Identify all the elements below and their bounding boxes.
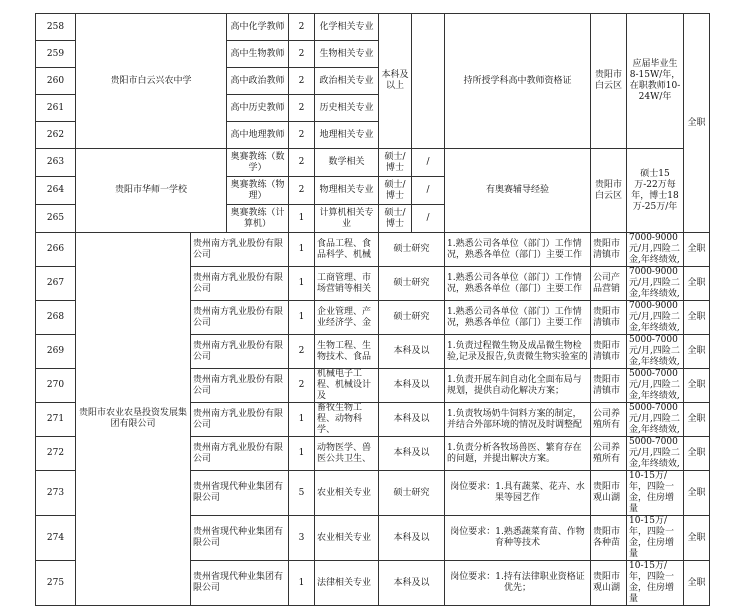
education-requirement: 硕士研究 (379, 471, 445, 516)
employer-name: 贵州省现代种业集团有限公司 (191, 516, 289, 561)
table-row (36, 14, 710, 41)
other-requirements: 岗位要求：1.熟悉蔬菜育苗、作物育种等技术 (445, 516, 591, 561)
work-location: 贵阳市观山湖 (591, 561, 627, 606)
work-location: 公司养殖所有 (591, 403, 627, 437)
work-location: 贵阳市白云区 (591, 149, 627, 233)
headcount: 1 (289, 233, 315, 267)
row-number: 263 (36, 149, 76, 177)
position-name: 高中化学教师 (227, 14, 289, 41)
row-number: 272 (36, 437, 76, 471)
other-requirements: 1.负责开展车间自动化全面布局与规划，提供自动化解决方案； (445, 369, 591, 403)
employer-name: 贵阳市华师一学校 (76, 149, 227, 233)
major-requirement: 计算机相关专业 (315, 205, 379, 233)
other-requirements: 岗位要求：1.持有法律职业资格证优先； (445, 561, 591, 606)
major-requirement: 农业相关专业 (315, 471, 379, 516)
headcount: 2 (289, 335, 315, 369)
employer-name: 贵州南方乳业股份有限公司 (191, 369, 289, 403)
employment-type: 全职 (684, 403, 710, 437)
employment-type: 全职 (684, 561, 710, 606)
work-location: 公司养殖所有 (591, 437, 627, 471)
position-name: 高中政治教师 (227, 68, 289, 95)
major-requirement: 动物医学、兽医公共卫生、 (315, 437, 379, 471)
salary: 7000-9000元/月,四险二金,年终绩效, (627, 267, 684, 301)
education-requirement: 本科及以 (379, 561, 445, 606)
row-number: 259 (36, 41, 76, 68)
salary: 5000-7000元/月,四险二金,年终绩效, (627, 403, 684, 437)
employment-type: 全职 (684, 14, 710, 233)
major-requirement: 工商管理、市场营销等相关 (315, 267, 379, 301)
row-number: 258 (36, 14, 76, 41)
education-requirement: 本科及以 (379, 369, 445, 403)
education-requirement: 本科及以 (379, 403, 445, 437)
headcount: 3 (289, 516, 315, 561)
employer-name: 贵州南方乳业股份有限公司 (191, 301, 289, 335)
employer-name: 贵阳市白云兴农中学 (76, 14, 227, 149)
headcount: 1 (289, 561, 315, 606)
position-name: 奥赛教练（物理） (227, 177, 289, 205)
education-requirement: 硕士/博士 (379, 177, 412, 205)
position-name: 高中生物教师 (227, 41, 289, 68)
headcount: 5 (289, 471, 315, 516)
education-requirement: 本科及以 (379, 437, 445, 471)
employment-type: 全职 (684, 437, 710, 471)
salary: 7000-9000元/月,四险二金,年终绩效, (627, 301, 684, 335)
row-number: 266 (36, 233, 76, 267)
headcount: 2 (289, 177, 315, 205)
employer-name: 贵州南方乳业股份有限公司 (191, 335, 289, 369)
headcount: 2 (289, 369, 315, 403)
position-name: 奥赛教练（计算机） (227, 205, 289, 233)
row-number: 264 (36, 177, 76, 205)
headcount: 2 (289, 14, 315, 41)
row-number: 271 (36, 403, 76, 437)
row-number: 274 (36, 516, 76, 561)
employment-type: 全职 (684, 471, 710, 516)
row-number: 261 (36, 95, 76, 122)
other-requirements: 1.负责牧场奶牛饲料方案的制定，并结合外部环境的情况及时调整配 (445, 403, 591, 437)
employer-name: 贵州南方乳业股份有限公司 (191, 267, 289, 301)
row-number: 273 (36, 471, 76, 516)
employment-type: 全职 (684, 267, 710, 301)
salary: 5000-7000元/月,四险二金,年终绩效, (627, 369, 684, 403)
education-requirement: 本科及以 (379, 516, 445, 561)
degree-requirement: / (412, 205, 445, 233)
employer-name: 贵州省现代种业集团有限公司 (191, 471, 289, 516)
work-location: 贵阳市各种苗 (591, 516, 627, 561)
major-requirement: 地理相关专业 (315, 122, 379, 149)
major-requirement: 食品工程、食品科学、机械 (315, 233, 379, 267)
work-location: 贵阳市清镇市 (591, 369, 627, 403)
other-requirements: 有奥赛辅导经验 (445, 149, 591, 233)
position-name: 奥赛教练（数学） (227, 149, 289, 177)
salary: 硕士15万-22万每年，博士18万-25万/年 (627, 149, 684, 233)
major-requirement: 生物相关专业 (315, 41, 379, 68)
group-name: 贵阳市农业农垦投资发展集团有限公司 (76, 233, 191, 606)
table-row (36, 149, 710, 177)
row-number: 270 (36, 369, 76, 403)
other-requirements: 1.负责分析各牧场兽医、繁育存在的问题，并提出解决方案。 (445, 437, 591, 471)
row-number: 269 (36, 335, 76, 369)
major-requirement: 农业相关专业 (315, 516, 379, 561)
work-location: 贵阳市白云区 (591, 14, 627, 149)
position-name: 高中历史教师 (227, 95, 289, 122)
salary: 5000-7000元/月,四险二金,年终绩效, (627, 437, 684, 471)
other-requirements: 1.熟悉公司各单位（部门）工作情况，熟悉各单位（部门）主要工作 (445, 301, 591, 335)
row-number: 260 (36, 68, 76, 95)
headcount: 1 (289, 205, 315, 233)
headcount: 2 (289, 149, 315, 177)
work-location: 贵阳市清镇市 (591, 301, 627, 335)
row-number: 268 (36, 301, 76, 335)
other-requirements: 岗位要求：1.具有蔬菜、花卉、水果等园艺作 (445, 471, 591, 516)
education-requirement: 本科及以上 (379, 14, 412, 149)
major-requirement: 机械电子工程、机械设计及 (315, 369, 379, 403)
major-requirement: 物理相关专业 (315, 177, 379, 205)
headcount: 2 (289, 95, 315, 122)
employer-name: 贵州南方乳业股份有限公司 (191, 437, 289, 471)
salary: 应届毕业生8-15W/年，在职教师10-24W/年 (627, 14, 684, 149)
major-requirement: 企业管理、产业经济学、金 (315, 301, 379, 335)
employment-type: 全职 (684, 301, 710, 335)
headcount: 1 (289, 267, 315, 301)
employment-type: 全职 (684, 233, 710, 267)
row-number: 267 (36, 267, 76, 301)
other-requirements: 持所授学科高中教师资格证 (445, 14, 591, 149)
degree-requirement: / (412, 149, 445, 177)
headcount: 1 (289, 437, 315, 471)
degree-requirement: / (412, 177, 445, 205)
major-requirement: 畜牧生物工程、动物科学、 (315, 403, 379, 437)
salary: 5000-7000元/月,四险二金,年终绩效, (627, 335, 684, 369)
other-requirements: 1.熟悉公司各单位（部门）工作情况，熟悉各单位（部门）主要工作 (445, 267, 591, 301)
position-name: 高中地理教师 (227, 122, 289, 149)
employment-type: 全职 (684, 369, 710, 403)
education-requirement: 硕士研究 (379, 233, 445, 267)
salary: 10-15万/年，四险一金，住房增量 (627, 561, 684, 606)
salary: 7000-9000元/月,四险二金,年终绩效, (627, 233, 684, 267)
headcount: 2 (289, 41, 315, 68)
headcount: 2 (289, 122, 315, 149)
education-requirement: 硕士/博士 (379, 149, 412, 177)
work-location: 贵阳市清镇市 (591, 233, 627, 267)
headcount: 1 (289, 403, 315, 437)
other-requirements: 1.熟悉公司各单位（部门）工作情况，熟悉各单位（部门）主要工作 (445, 233, 591, 267)
headcount: 1 (289, 301, 315, 335)
education-requirement: 硕士/博士 (379, 205, 412, 233)
major-requirement: 历史相关专业 (315, 95, 379, 122)
employment-type: 全职 (684, 335, 710, 369)
row-number: 265 (36, 205, 76, 233)
major-requirement: 化学相关专业 (315, 14, 379, 41)
salary: 10-15万/年，四险一金，住房增量 (627, 516, 684, 561)
education-requirement: 本科及以 (379, 335, 445, 369)
work-location: 贵阳市清镇市 (591, 335, 627, 369)
major-requirement: 数学相关 (315, 149, 379, 177)
table-row (36, 233, 710, 267)
row-number: 262 (36, 122, 76, 149)
employer-name: 贵州南方乳业股份有限公司 (191, 403, 289, 437)
other-requirements: 1.负责过程微生物及成品微生物检验,记录及报告,负责微生物实验室的 (445, 335, 591, 369)
major-requirement: 法律相关专业 (315, 561, 379, 606)
education-requirement: 硕士研究 (379, 301, 445, 335)
row-number: 275 (36, 561, 76, 606)
recruitment-table (35, 13, 710, 606)
salary: 10-15万/年，四险一金，住房增量 (627, 471, 684, 516)
work-location: 公司产品营销 (591, 267, 627, 301)
education-requirement: 硕士研究 (379, 267, 445, 301)
employer-name: 贵州省现代种业集团有限公司 (191, 561, 289, 606)
employment-type: 全职 (684, 516, 710, 561)
work-location: 贵阳市观山湖 (591, 471, 627, 516)
major-requirement: 政治相关专业 (315, 68, 379, 95)
major-requirement: 生物工程、生物技术、食品 (315, 335, 379, 369)
headcount: 2 (289, 68, 315, 95)
degree-requirement (412, 14, 445, 149)
employer-name: 贵州南方乳业股份有限公司 (191, 233, 289, 267)
